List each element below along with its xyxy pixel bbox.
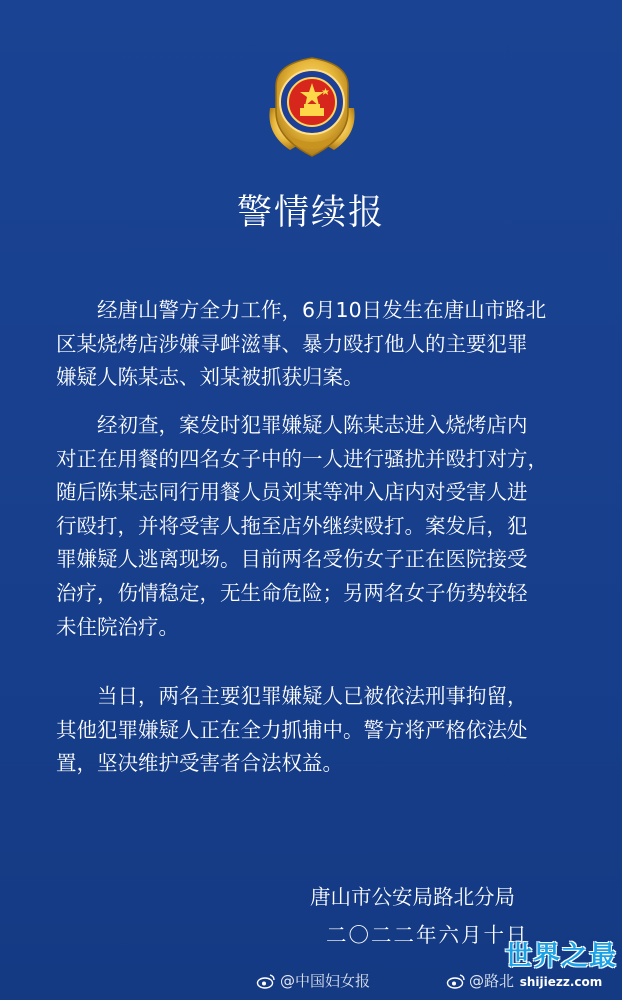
partial-handle: @路北 <box>469 972 515 990</box>
police-emblem-icon <box>256 50 368 162</box>
signature-date: 二〇二二年六月十日 <box>326 923 529 947</box>
weibo-watermark <box>256 970 370 991</box>
site-url: shijiezz.com <box>519 975 603 989</box>
site-watermark-logo <box>503 940 619 998</box>
notice-paragraph-1: 经唐山警方全力工作，6月10日发生在唐山市路北 区某烧烤店涉嫌寻衅滋事、暴力殴打他人的主要犯罪 嫌疑人陈某志、刘某被抓获归案。 <box>56 298 547 390</box>
weibo-icon <box>446 973 466 989</box>
weibo-handle: @中国妇女报 <box>280 972 371 990</box>
notice-title: 警情续报 <box>236 193 385 233</box>
notice-paragraph-2: 经初查，案发时犯罪嫌疑人陈某志进入烧烤店内 对正在用餐的四名女子中的一人进行骚扰并殴打对方， 随后陈某志同行用餐人员刘某等冲入店内对受害人进 行殴打，并将受害人拖至店外继续殴打。案发后，犯 罪嫌疑人逃离现场。目前两名受伤女子正在医院接受 治疗，伤情稳定，无生命危险；另两名女子伤势较轻 未住院治疗。 <box>56 413 548 639</box>
signature-organization: 唐山市公安局路北分局 <box>310 885 515 909</box>
notice-paragraph-3: 当日，两名主要犯罪嫌疑人已被依法刑事拘留， 其他犯罪嫌疑人正在全力抓捕中。警方将严格依法处 置，坚决维护受害者合法权益。 <box>56 684 528 776</box>
weibo-icon <box>256 973 276 989</box>
site-name: 世界之最 <box>505 941 617 972</box>
